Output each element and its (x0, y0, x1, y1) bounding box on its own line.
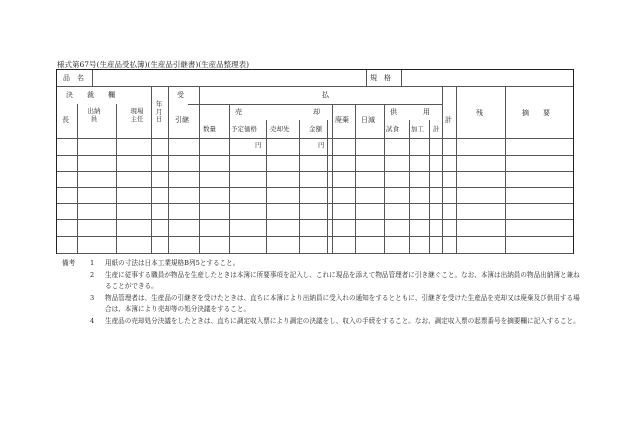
processing-label: 加工 (411, 125, 424, 133)
row-divider (57, 171, 573, 172)
disposal-label: 廃棄 (335, 116, 349, 124)
note-item (62, 270, 582, 293)
yen-unit: 円 (255, 141, 262, 149)
row-divider (57, 219, 573, 220)
sale-label: 売 (235, 108, 242, 116)
disbursement-label: 払 (322, 91, 329, 99)
note-text: 生産に従事する職員が物品を生産したときは本簿に所要事項を記入し、これに現品を添えて物品管理者に引き継ぐこと。なお、本簿は出納員の物品出納簿と兼ねることができる。 (105, 270, 580, 290)
col-divider (327, 120, 328, 253)
note-number: 2 (90, 270, 95, 279)
row-divider (57, 203, 573, 204)
col-divider (116, 104, 117, 253)
note-number: 3 (90, 293, 95, 302)
col-divider (384, 104, 385, 253)
row-divider (57, 138, 573, 139)
col-divider (332, 104, 333, 253)
chief-label: 長 (62, 116, 69, 124)
date-label: 年月日 (155, 100, 163, 123)
note-text: 用紙の寸法は日本工業規格B列5とすること。 (105, 259, 240, 267)
note-number: 1 (90, 259, 95, 267)
amount-label: 金額 (309, 125, 322, 133)
quantity-label: 数量 (203, 125, 216, 133)
col-divider (442, 86, 443, 253)
tasting-label: 試食 (386, 125, 399, 133)
note-number: 4 (90, 316, 95, 325)
notes-lead: 備考 (62, 259, 76, 267)
col-divider (409, 120, 410, 253)
note-item (62, 316, 582, 328)
row-divider (57, 155, 573, 156)
approval-column-label: 決 裁 欄 (66, 91, 115, 99)
row-divider (57, 236, 573, 237)
spec-label: 規 格 (370, 74, 391, 82)
row-divider (57, 86, 573, 87)
note-text: 物品管理者は、生産品の引継ぎを受けたときは、直ちに本簿により出納員に受入れの通知をするとともに、引継ぎを受けた生産品を売却又は廃棄及び供用する場合は、本簿により売却等の処分決議をすること。 (105, 293, 580, 313)
handover-label: 引継 (175, 116, 189, 124)
subtotal-label: 計 (433, 125, 440, 133)
total-label: 計 (445, 116, 452, 124)
form-title: 様式第67号(生産品受払簿)(生産品引継書)(生産品整理表) (57, 60, 250, 69)
cashier-label: 出納員 (87, 107, 101, 123)
use-label: 用 (423, 108, 430, 116)
col-divider (151, 86, 152, 253)
supply-label: 供 (390, 108, 397, 116)
col-divider (299, 120, 300, 253)
col-divider (92, 70, 93, 86)
buyer-label: 売却先 (270, 125, 290, 133)
row-divider (57, 187, 573, 188)
col-divider (229, 104, 230, 253)
col-divider (77, 104, 78, 253)
row-divider (57, 253, 573, 254)
site-supervisor-label: 現場主任 (130, 107, 144, 123)
col-divider (168, 86, 169, 253)
row-divider (188, 104, 442, 105)
col-divider (266, 120, 267, 253)
col-divider (401, 70, 402, 86)
estimated-price-label: 予定価格 (231, 125, 257, 133)
col-divider (456, 86, 457, 253)
col-divider (199, 86, 200, 253)
col-divider (429, 120, 430, 253)
sale-suffix-label: 却 (313, 108, 320, 116)
note-item (62, 258, 582, 270)
notes (62, 258, 582, 327)
col-divider (366, 70, 367, 86)
yen-unit: 円 (318, 141, 325, 149)
col-divider (505, 86, 506, 253)
col-divider (355, 104, 356, 253)
item-name-label: 品 名 (63, 74, 84, 82)
note-item (62, 293, 582, 316)
note-text: 生産品の売却処分決議をしたときは、直ちに調定収入票により調定の決議をし、収入の手続をすること。なお、調定収入票の起票番号を摘要欄に記入すること。 (105, 316, 580, 325)
natural-loss-label: 日減 (361, 116, 375, 124)
balance-label: 残 (476, 109, 483, 117)
receipt-label: 受 (177, 91, 184, 99)
ledger-table (56, 69, 574, 254)
remarks-label: 摘 要 (522, 109, 550, 117)
